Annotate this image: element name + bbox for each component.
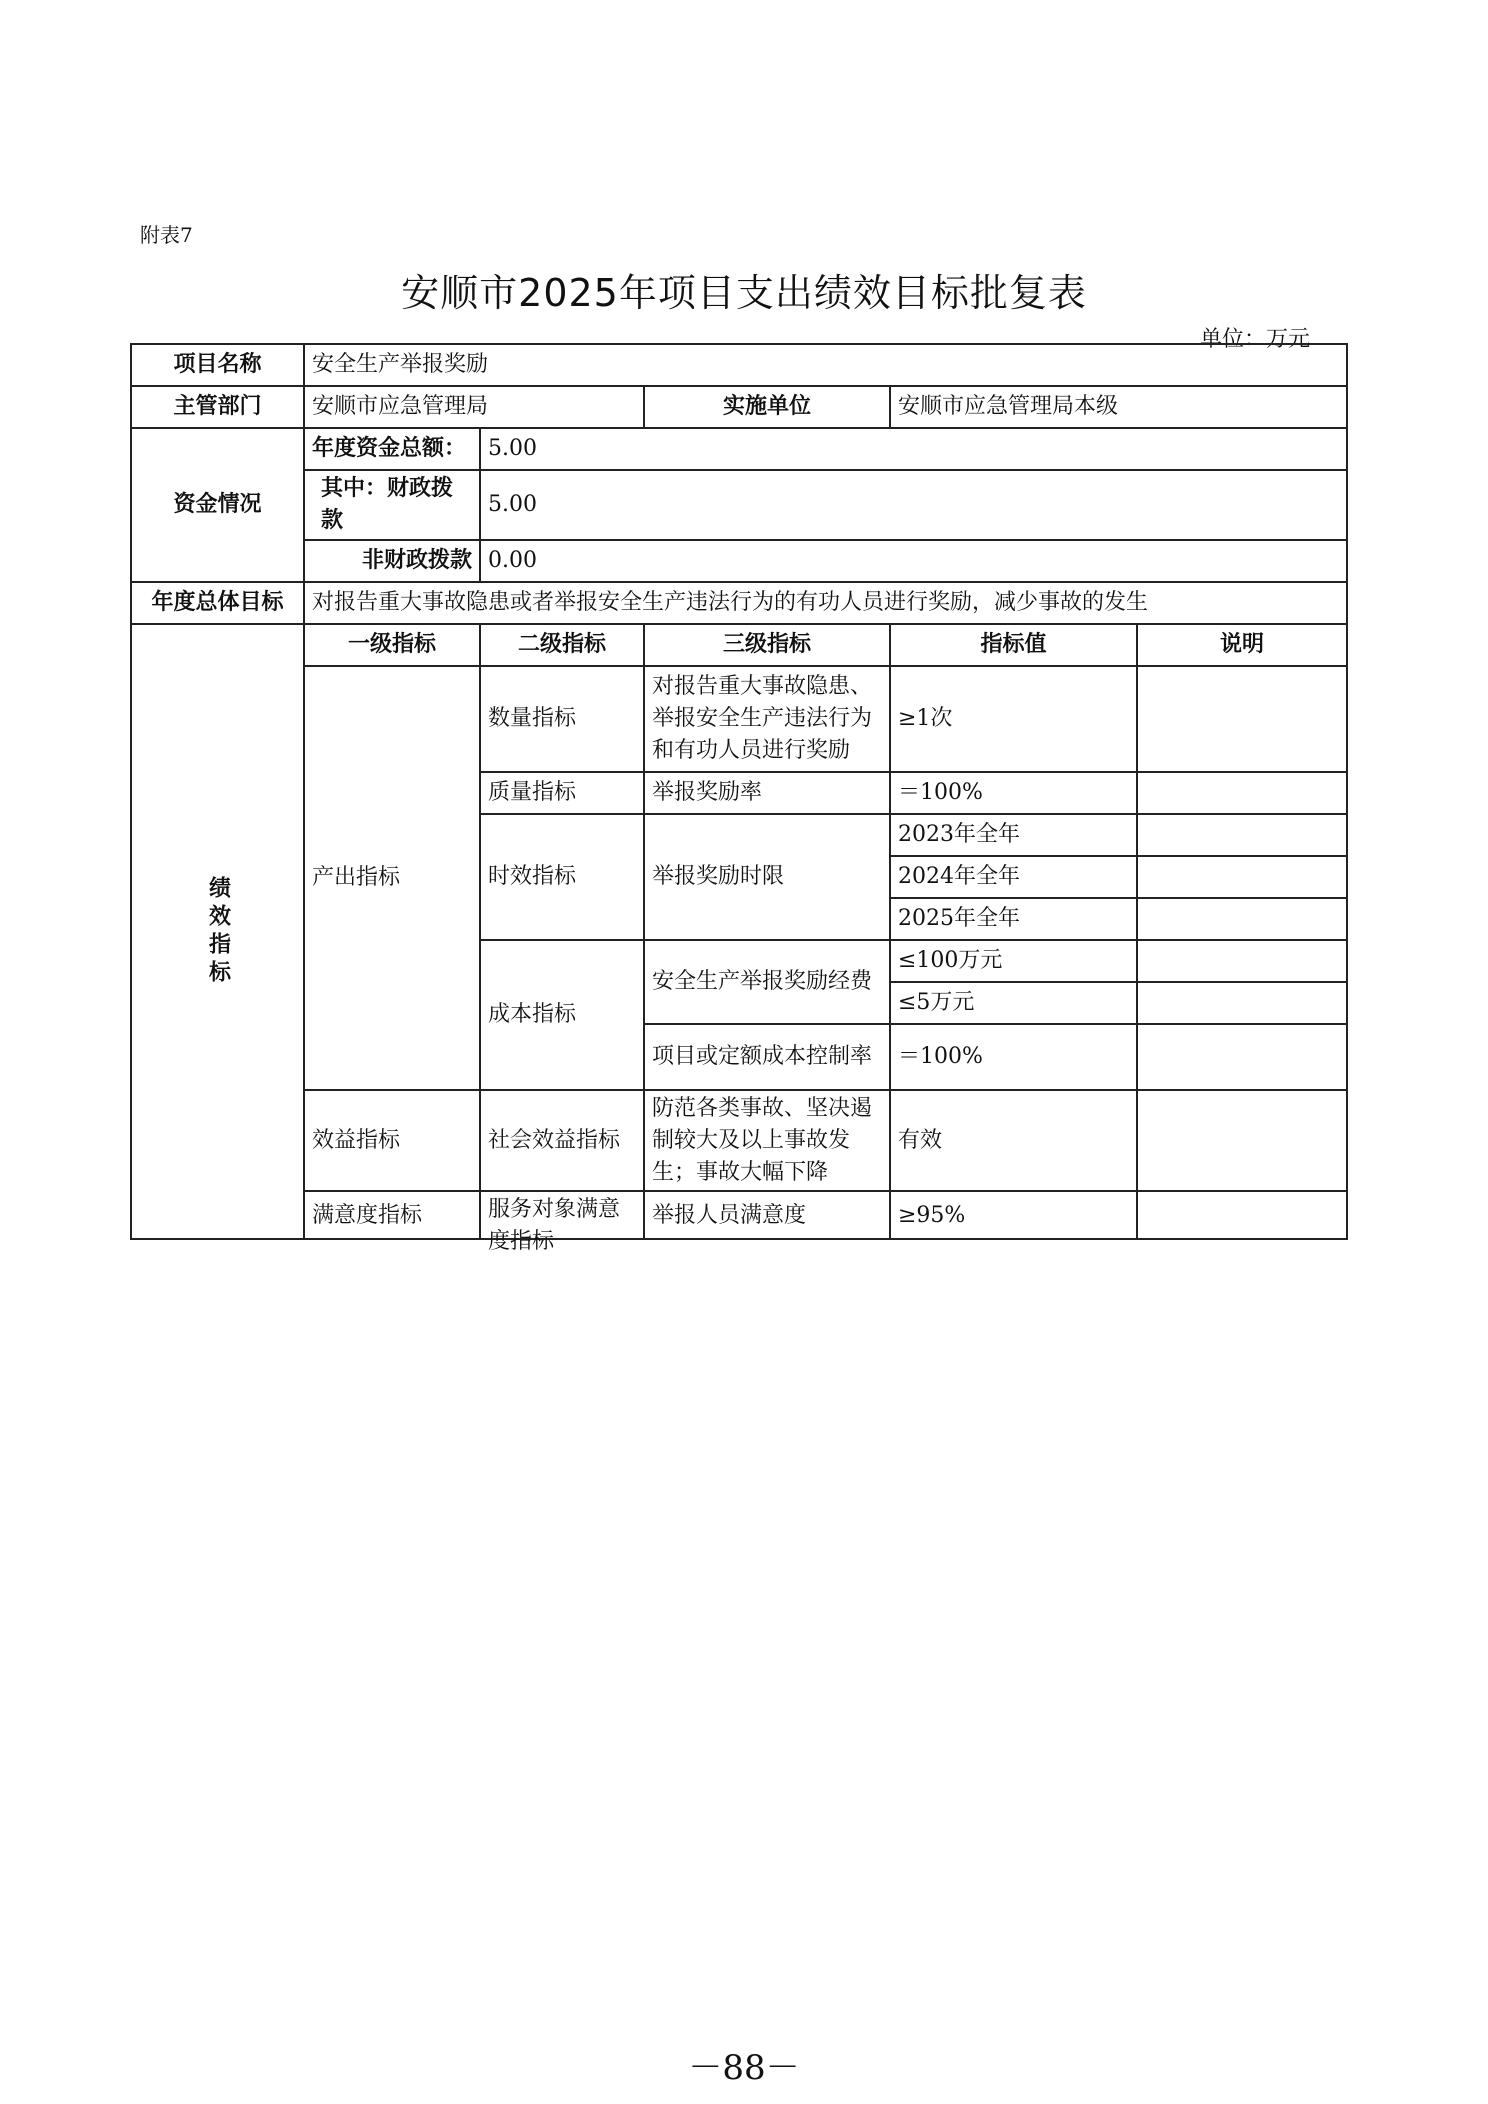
- page-title: 安顺市2025年项目支出绩效目标批复表: [401, 271, 1087, 315]
- quantity-indicator: 数量指标: [480, 666, 644, 772]
- social-note: [1137, 1090, 1347, 1192]
- cost-indicator: 成本指标: [480, 940, 644, 1090]
- funds-total-value: 5.00: [480, 428, 1347, 470]
- timeliness-value-2023: 2023年全年: [890, 814, 1137, 856]
- cost-note-100: [1137, 940, 1347, 982]
- service-value: ≥95%: [890, 1191, 1137, 1239]
- funds-fiscal-value: 5.00: [480, 470, 1347, 540]
- cost-note-5: [1137, 982, 1347, 1024]
- funds-nonfiscal-label: 非财政拨款: [304, 540, 480, 582]
- quality-value: ＝100%: [890, 772, 1137, 814]
- annual-goal-label: 年度总体目标: [131, 582, 304, 624]
- header-level2: 二级指标: [480, 624, 644, 666]
- quantity-l3-cell: [644, 666, 890, 772]
- benefit-indicator: 效益指标: [304, 1090, 480, 1192]
- cost-l3-funding: 安全生产举报奖励经费: [644, 940, 890, 1024]
- quality-indicator: 质量指标: [480, 772, 644, 814]
- performance-indicators-cell: [131, 624, 304, 1240]
- performance-target-table: [130, 343, 1348, 1255]
- cost-note-control: [1137, 1024, 1347, 1090]
- cost-l3-control: 项目或定额成本控制率: [652, 1043, 873, 1069]
- cost-value-5: ≤5万元: [890, 982, 1137, 1024]
- service-indicator-cell: [480, 1191, 644, 1255]
- timeliness-note-2025: [1137, 898, 1347, 940]
- timeliness-note-2024: [1137, 856, 1347, 898]
- funds-total-label: 年度资金总额：: [304, 428, 480, 470]
- service-indicator: 服务对象满意度指标: [488, 1197, 621, 1255]
- quality-note: [1137, 772, 1347, 814]
- performance-indicators-label: 绩效指标: [205, 875, 232, 988]
- timeliness-note-2023: [1137, 814, 1347, 856]
- impl-unit-label: 实施单位: [644, 386, 890, 428]
- service-l3: 举报人员满意度: [644, 1191, 890, 1239]
- timeliness-indicator: 时效指标: [480, 814, 644, 940]
- project-name-label: 项目名称: [131, 344, 304, 386]
- dept-label: 主管部门: [131, 386, 304, 428]
- quantity-l3: 对报告重大事故隐患、举报安全生产违法行为和有功人员进行奖励: [652, 673, 873, 763]
- cost-l3-control-cell: [644, 1024, 890, 1090]
- social-value: 有效: [890, 1090, 1137, 1192]
- attachment-label: 附表7: [140, 223, 193, 247]
- timeliness-value-2025: 2025年全年: [890, 898, 1137, 940]
- cost-value-control: ＝100%: [890, 1024, 1137, 1090]
- timeliness-l3: 举报奖励时限: [644, 814, 890, 940]
- output-indicator: 产出指标: [304, 666, 480, 1090]
- dept-value: 安顺市应急管理局: [304, 386, 644, 428]
- satisfaction-indicator: 满意度指标: [304, 1191, 480, 1239]
- funds-nonfiscal-value: 0.00: [480, 540, 1347, 582]
- cost-value-100: ≤100万元: [890, 940, 1137, 982]
- social-l3: 防范各类事故、坚决遏制较大及以上事故发生；事故大幅下降: [652, 1095, 873, 1185]
- unit-label: 单位：万元: [1200, 327, 1311, 352]
- header-level3: 三级指标: [644, 624, 890, 666]
- funds-fiscal-label: 其中：财政拨款: [304, 470, 480, 540]
- funds-label: 资金情况: [131, 428, 304, 582]
- quantity-note: [1137, 666, 1347, 772]
- header-note: 说明: [1137, 624, 1347, 666]
- impl-unit-value: 安顺市应急管理局本级: [890, 386, 1347, 428]
- annual-goal-text: 对报告重大事故隐患或者举报安全生产违法行为的有功人员进行奖励，减少事故的发生: [304, 582, 1347, 624]
- project-name-value: 安全生产举报奖励: [304, 344, 1347, 386]
- page-number: －88－: [688, 2048, 800, 2088]
- quantity-value: ≥1次: [890, 666, 1137, 772]
- header-value: 指标值: [890, 624, 1137, 666]
- timeliness-value-2024: 2024年全年: [890, 856, 1137, 898]
- social-benefit-indicator: 社会效益指标: [480, 1090, 644, 1192]
- quality-l3: 举报奖励率: [644, 772, 890, 814]
- service-note: [1137, 1191, 1347, 1239]
- header-level1: 一级指标: [304, 624, 480, 666]
- social-l3-cell: [644, 1090, 890, 1192]
